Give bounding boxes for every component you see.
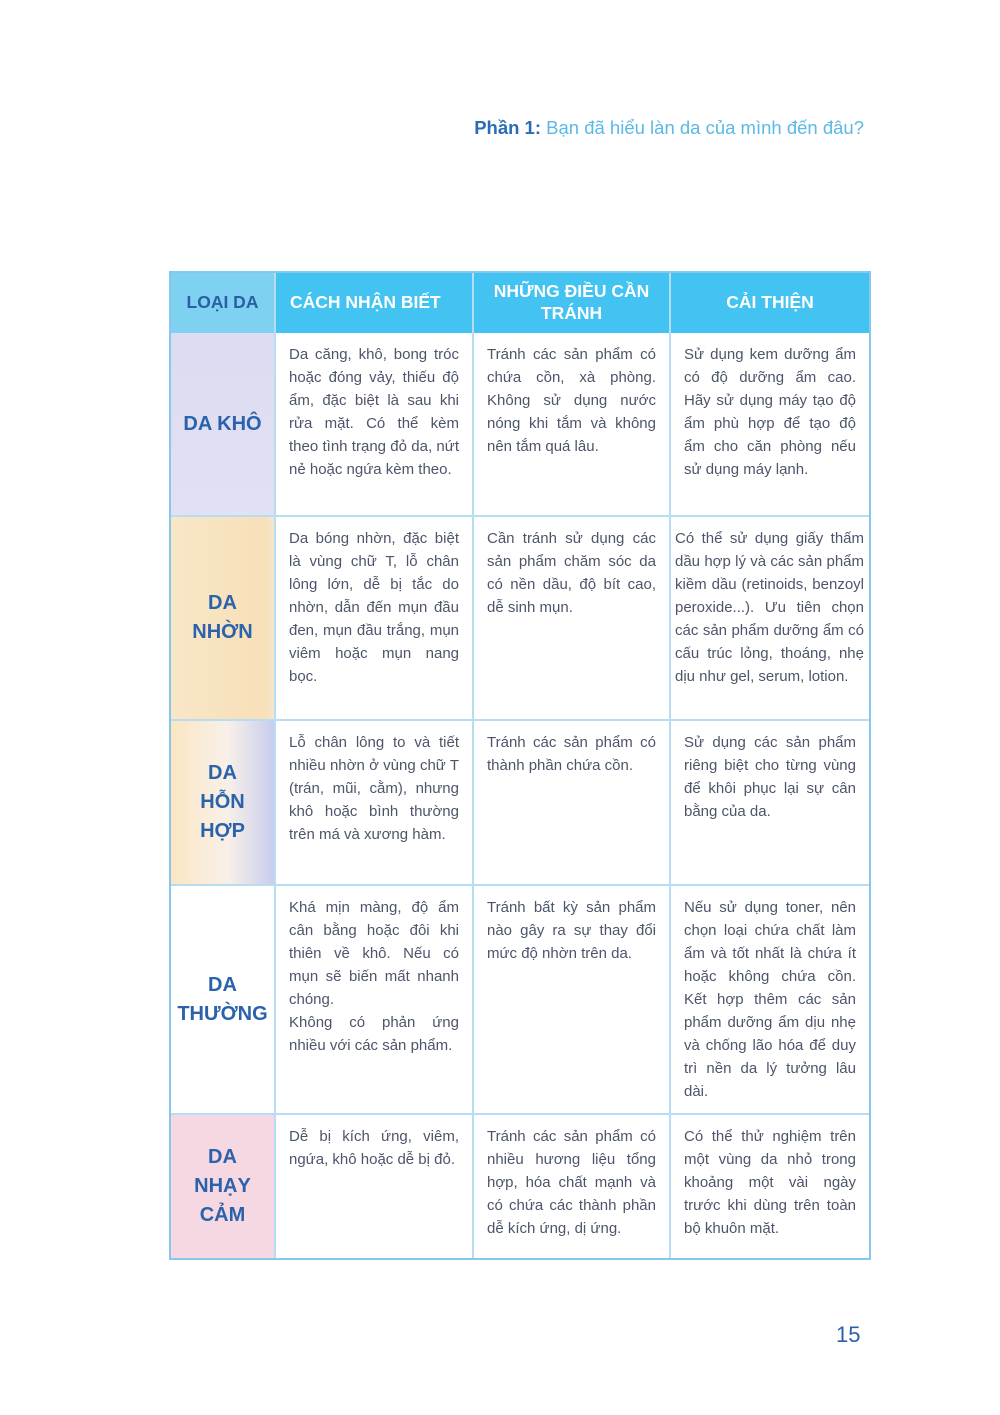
avoid-cell: Tránh các sản phẩm có chứa cồn, xà phòng. Không sử dụng nước nóng khi tắm và không nên tắm quá lâu. bbox=[474, 333, 671, 517]
recognize-cell: Dễ bị kích ứng, viêm, ngứa, khô hoặc dễ bị đỏ. bbox=[276, 1115, 474, 1258]
skin-type-normal-label: DA THƯỜNG bbox=[177, 973, 268, 1025]
page-number: 15 bbox=[836, 1322, 861, 1347]
avoid-cell: Cần tránh sử dụng các sản phẩm chăm sóc da có nền dầu, độ bít cao, dễ sinh mụn. bbox=[474, 517, 671, 721]
table-row bbox=[171, 721, 869, 886]
improve-cell: Nếu sử dụng toner, nên chọn loại chứa chất làm ẩm và tốt nhất là chứa ít hoặc không chứa cồn. Kết hợp thêm các sản phẩm dưỡng ẩm dịu nhẹ và chống lão hóa để duy trì nền da lý tưởng lâu dài. bbox=[671, 886, 869, 1115]
improve-cell: Có thể thử nghiệm trên một vùng da nhỏ trong khoảng một vài ngày trước khi dùng trên toàn bộ khuôn mặt. bbox=[684, 1128, 856, 1238]
section-title: Bạn đã hiểu làn da của mình đến đâu? bbox=[546, 117, 864, 138]
improve-cell: Có thể sử dụng giấy thấm dầu hợp lý và các sản phẩm kiềm dầu (retinoids, benzoyl peroxide...). Ưu tiên chọn các sản phẩm dưỡng ẩm có cấu trúc lỏng, thoáng, nhẹ dịu như gel, serum, lotion. bbox=[671, 517, 869, 721]
recognize-cell: Khá mịn màng, độ ẩm cân bằng hoặc đôi khi thiên về khô. Nếu có mụn sẽ biến mất nhanh chóng. Không có phản ứng nhiều với các sản phẩm. bbox=[276, 886, 474, 1115]
skin-type-combination bbox=[171, 721, 276, 886]
skin-type-oily bbox=[171, 517, 276, 721]
avoid-cell: Tránh bất kỳ sản phẩm nào gây ra sự thay đổi mức độ nhờn trên da. bbox=[474, 886, 671, 1115]
table-row bbox=[171, 1115, 869, 1258]
avoid-cell: Tránh các sản phẩm có thành phần chứa cồn. bbox=[474, 721, 671, 886]
skin-type-oily-label: DA NHỜN bbox=[192, 592, 253, 643]
improve-cell: Sử dụng kem dưỡng ẩm có độ dưỡng ẩm cao. Hãy sử dụng máy tạo độ ẩm phù hợp để tạo độ ẩm cho căn phòng nếu sử dụng máy lạnh. bbox=[671, 333, 869, 517]
skin-type-combination-label: DA HỖN HỢP bbox=[200, 762, 245, 842]
improve-cell: Sử dụng các sản phẩm riêng biệt cho từng vùng để khôi phục lại sự cân bằng của da. bbox=[671, 721, 869, 886]
skin-type-table bbox=[169, 271, 871, 1260]
header-improvement: CẢI THIỆN bbox=[671, 273, 869, 333]
header-how-to-recognize: CÁCH NHẬN BIẾT bbox=[276, 273, 474, 333]
skin-type-dry: DA KHÔ bbox=[171, 333, 276, 517]
table-row bbox=[171, 517, 869, 721]
section-header bbox=[474, 117, 864, 139]
table-header-row bbox=[171, 273, 869, 333]
header-things-to-avoid: NHỮNG ĐIỀU CẦN TRÁNH bbox=[474, 273, 671, 333]
table-row bbox=[171, 886, 869, 1115]
recognize-cell: Da căng, khô, bong tróc hoặc đóng vảy, thiếu độ ẩm, đặc biệt là sau khi rửa mặt. Có thể kèm theo tình trạng đỏ da, nứt nẻ hoặc ngứa kèm theo. bbox=[276, 333, 474, 517]
recognize-cell: Da bóng nhờn, đặc biệt là vùng chữ T, lỗ chân lông lớn, dễ bị tắc do nhờn, dẫn đến mụn đầu đen, mụn đầu trắng, mụn viêm hoặc mụn nang bọc. bbox=[276, 517, 474, 721]
recognize-cell: Lỗ chân lông to và tiết nhiều nhờn ở vùng chữ T (trán, mũi, cằm), nhưng khô hoặc bình thường trên má và xương hàm. bbox=[276, 721, 474, 886]
table-row bbox=[171, 333, 869, 517]
section-label: Phần 1: bbox=[474, 117, 542, 138]
skin-type-normal bbox=[171, 886, 276, 1115]
avoid-cell: Tránh các sản phẩm có nhiều hương liệu tổng hợp, hóa chất mạnh và có chứa các thành phần dễ kích ứng, dị ứng. bbox=[474, 1115, 671, 1258]
skin-type-sensitive bbox=[171, 1115, 276, 1258]
header-skin-type: LOẠI DA bbox=[171, 273, 276, 333]
skin-type-sensitive-label: DA NHẠY CẢM bbox=[194, 1146, 251, 1227]
